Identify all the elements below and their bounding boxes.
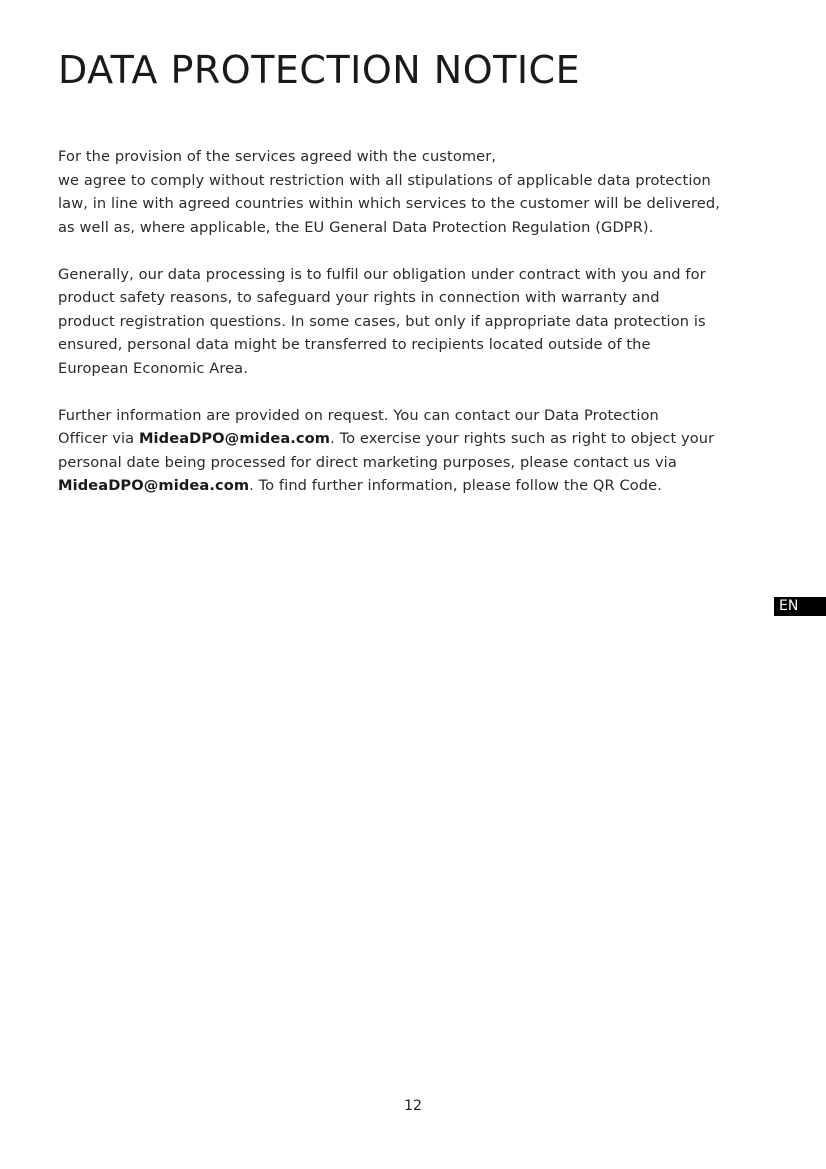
- paragraph-line: [58, 474, 778, 498]
- paragraph-line: ensured, personal data might be transferred to recipients located outside of the: [58, 336, 651, 353]
- paragraph-line: [58, 427, 778, 451]
- paragraph-processing: [58, 263, 778, 381]
- paragraph-line: For the provision of the services agreed with the customer,: [58, 148, 497, 165]
- paragraph-line: product registration questions. In some cases, but only if appropriate data protection is: [58, 312, 706, 330]
- paragraph-text: . To exercise your rights such as right to object your: [330, 430, 715, 447]
- paragraph-line: as well as, where applicable, the EU General Data Protection Regulation (GDPR).: [58, 218, 654, 236]
- page-number: 12: [404, 1098, 422, 1114]
- paragraph-contact: [58, 404, 778, 498]
- paragraph-line: Generally, our data processing is to fulfil our obligation under contract with you and for: [58, 265, 706, 283]
- notice-body: [58, 145, 778, 521]
- paragraph-text: Officer via: [58, 430, 139, 447]
- paragraph-line: product safety reasons, to safeguard your rights in connection with warranty and: [58, 289, 660, 306]
- language-tab: EN: [774, 597, 826, 616]
- page-title: DATA PROTECTION NOTICE: [58, 48, 581, 92]
- paragraph-line: personal date being processed for direct marketing purposes, please contact us via: [58, 453, 677, 471]
- dpo-email-link[interactable]: MideaDPO@midea.com: [138, 430, 331, 447]
- paragraph-line: we agree to comply without restriction with all stipulations of applicable data protection: [58, 171, 711, 189]
- paragraph-text: . To find further information, please follow the QR Code.: [249, 477, 662, 494]
- dpo-email-link[interactable]: MideaDPO@midea.com: [58, 477, 250, 494]
- paragraph-line: European Economic Area.: [58, 359, 248, 377]
- paragraph-line: law, in line with agreed countries within which services to the customer will be delivered,: [58, 195, 720, 212]
- paragraph-services: [58, 145, 778, 239]
- paragraph-line: Further information are provided on request. You can contact our Data Protection: [58, 406, 659, 424]
